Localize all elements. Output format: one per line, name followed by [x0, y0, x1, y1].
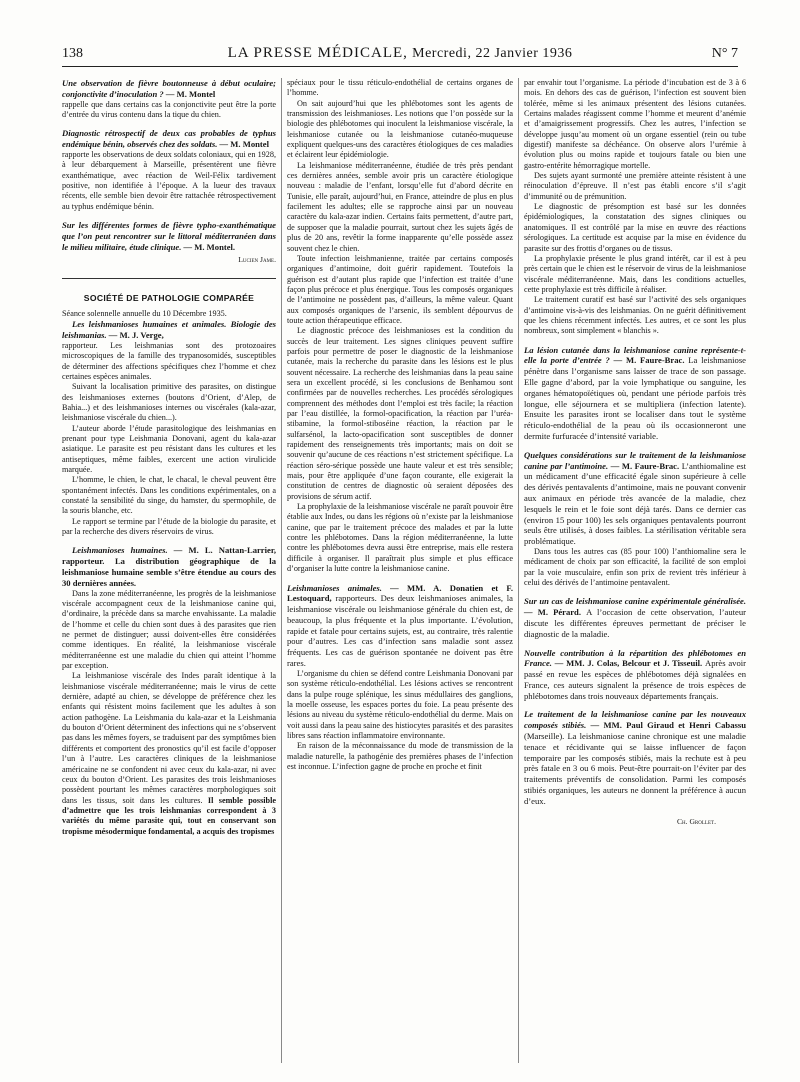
abstract-text: rappelle que dans certains cas la conjonctivite peut être la porte d’entrée du virus contenu dans la tique du chien. — [62, 99, 276, 119]
signature: Ch. Grollet. — [676, 816, 716, 826]
abstract-title: La lésion cutanée dans la leishmaniose canine représente-t-elle la porte d’entrée ? — M. Faure-Brac. La leishmaniose pénètre dans l’organisme sans laisser de trace de son passage. Elle gagne d’abord, par la voie lymphatique ou sanguine, les organes hématopoïétiques où, pendant une période parfois très longue, elle séjournera et se multipliera (infection latente). Ensuite les parasites iront se localiser dans tout le système réticulo-endothélial de la peau où ils occasionneront une dermite furfuracée d’intensité variable. — [524, 344, 747, 441]
paragraph: En raison de la méconnaissance du mode de transmission de la maladie naturelle, la pathogénie des premières phases de l’infection est inconnue. L’infection gagne de proche en proche et finit — [287, 741, 513, 771]
paragraph: Suivant la localisation primitive des parasites, on distingue des leishmanioses externes (boutons d’Orient, d’Alep, de Bahia...) et des leishmanioses internes ou viscérales (kala-azar, leishmaniose viscérale du chien...). — [62, 382, 276, 423]
paragraph: Toute infection leishmanienne, traitée par certains composés organiques d’antimoine, doit guérir rapidement. Toutefois la guérison est d’autant plus rapide que l’infection est traitée d’une façon plus précoce et plus énergique. Tous les composés organiques de l’antimoine ne possèdent pas, d’ailleurs, la même valeur. Quant aux composés organiques de l’arsenic, ils semblent dépourvus de toute action thérapeutique efficace. — [287, 253, 513, 325]
paragraph: Le diagnostic de présomption est basé sur les données épidémiologiques, la constatation des signes cliniques ou anatomiques. Il est contrôlé par la mise en œuvre des réactions sérologiques. La certitude est acquise par la mise en évidence du parasite sur des frottis d’organes ou de tissus. — [524, 202, 746, 253]
abstract-title: Le traitement de la leishmaniose canine par les nouveaux composés stibiés. — MM. Paul Giraud et Henri Cabassu (Marseille). La leishmaniose canine chronique est une maladie tenace et récidivante qui se laisse influencer de façon temporaire par les composés stibiés, mais la rechute est à peu près fatale en 3 ou 6 mois. Peut-être pourrait-on l’éviter par des traitements préventifs de consolidation. Parmi les composés stibiés organiques, les auteurs ne donnent la préférence à aucun d’eux. — [524, 709, 746, 806]
abstract-title: Quelques considérations sur le traitement de la leishmaniose canine par l’antimoine. — M. Faure-Brac. L’anthiomaline est un médicament d’une efficacité égale sinon supérieure à celle des dérivés pentavalents d’antimoine, mais ne pouvant convenir aux animaux en période très avancée de la maladie, chez lesquels le rein et le foie sont déjà tarés. Dans ce dernier cas (environ 15 pour 100) les sels organiques pentavalents pourront seuls être utilisés, à doses faibles. La stérilisation véritable sera problématique. — [524, 449, 747, 547]
session-line: Séance solennelle annuelle du 10 Décembre 1935. — [62, 309, 227, 319]
section-heading: SOCIÉTÉ DE PATHOLOGIE COMPARÉE — [62, 278, 276, 303]
abstract-title: Une observation de fièvre boutonneuse à début oculaire; conjonctivite d’inoculation ? — M. Montel — [62, 78, 276, 99]
paragraph: L’organisme du chien se défend contre Leishmania Donovani par son système réticulo-endothélial. Les lésions actives se rencontrent dans la pulpe rouge splénique, les sinus médullaires des ganglions, la moelle osseuse, les espaces portes du foie. La peau présente des lésions au niveau du système réticulo-endothélial du derme. Mais on voit aussi dans la peau saine des histiocytes parasités et des parasites libres sans réaction inflammatoire environnante. — [287, 668, 513, 740]
paragraph: On sait aujourd’hui que les phlébotomes sont les agents de transmission des leishmanioses. Les notions que l’on possède sur la biologie des phlébotomes qui inoculent la leishmaniose viscérale, la leishmaniose cutanée ou la leishmaniose cutanéo-muqueuse expliquent quelques-uns des caractères étiologiques de ces maladies et éclairent leur épidémiologie. — [287, 98, 513, 160]
paragraph: La leishmaniose viscérale des Indes paraît identique à la leishmaniose viscérale méditerranéenne; mais le virus de cette dernière, adapté au chien, se développe de préférence chez les enfants qui résistent moins facilement que les adultes à son action pathogène. La Leishmania du kala-azar et la Leishmania du bouton d’Orient déterminent des infections qui ne s’observent pas dans les mêmes foyers, se traduisent par des symptômes bien différents et comportent des pronostics qu’il est facile d’opposer l’un à l’autre. Les caractères cliniques de la leishmaniose américaine ne se confondent ni avec ceux du kala-azar, ni avec ceux du bouton d’Orient. Les parasites des trois leishmanioses possèdent pourtant les mêmes caractères morphologiques soit dans les tissus, soit dans les cultures. Il semble possible d’admettre que les trois leishmanias correspondent à 3 variétés du même parasite qui, tout en conservant son tropisme mésodermique fondamental, a acquis des tropismes — [62, 671, 277, 836]
paragraph: Dans la zone méditerranéenne, les progrès de la leishmaniose viscérale accompagnent ceux de la leishmaniose canine qui, d’ordinaire, la précède dans sa marche envahissante. La maladie de l’homme et celle du chien sont dues à des parasites que rien ne permet de distinguer; aussi doivent-elles être considérées comme identiques. En réalité, la leishmaniose viscérale méditerranéenne est une maladie du chien qui atteint l’homme par exception. — [62, 588, 276, 671]
column-3 — [524, 78, 746, 827]
paragraph: L’homme, le chien, le chat, le chacal, le cheval peuvent être spontanément infectés. Dans les conditions expérimentales, on a constaté la sensibilité du singe, du hamster, du spermophile, de la souris blanche, etc. — [62, 475, 276, 516]
abstract-title: Les leishmanioses humaines et animales. Biologie des leishmanias. — M. J. Verge, — [62, 319, 276, 341]
column-rule — [281, 78, 282, 1063]
paragraph: La leishmaniose méditerranéenne, étudiée de très près pendant ces dernières années, semble avoir pris un caractère étiologique nouveau : maladie de l’enfant, lorsqu’elle fut d’abord décrite en Tunisie, elle paraît, aujourd’hui, en France, atteindre de plus en plus facilement les adultes; elle se rapproche ainsi par un nouveau caractère du kala-azar indien. Certains faits permettent, d’autre part, de supposer que la maladie pourrait, surtout chez les sujets âgés de plus de 20 ans, revêtir la forme inapparente qu’elle possède assez souvent chez le chien. — [287, 160, 513, 253]
column-rule — [518, 78, 519, 1063]
paragraph: L’auteur aborde l’étude parasitologique des leishmanias en prenant pour type Leishmania Donovani, agent du kala-azar asiatique. Le parasite est peu résistant dans les cultures et les antiseptiques, même faibles, exercent une action virulicide marquée. — [62, 423, 276, 475]
paragraph: Des sujets ayant surmonté une première atteinte résistent à une réinoculation d’épreuve. Il n’est pas établi encore s’il s’agit d’immunité ou de prémunition. — [524, 171, 746, 201]
column-1 — [62, 78, 276, 837]
paragraph: par envahir tout l’organisme. La période d’incubation est de 3 à 6 mois. En dehors des cas de guérison, l’infection est souvent bien tolérée, même si les animaux présentent des lésions cutanées. Certains malades réagissent comme l’homme et meurent d’anémie et d’amaigrissement progressifs. Chez les autres, l’infection se développe jusqu’au moment où un organe essentiel (rein ou tube digestif) manifeste sa déchéance. On observe alors l’urémie à évolution plus ou moins rapide et toujours fatale ou bien une gastro-entérite hémorragique mortelle. — [524, 78, 746, 170]
abstract-title: Sur un cas de leishmaniose canine expérimentale généralisée. — M. Pérard. A l’occasion de cette observation, l’auteur discute les différentes épreuves permettant de préciser le diagnostic de la maladie. — [524, 596, 746, 639]
abstract-title: Diagnostic rétrospectif de deux cas probables de typhus endémique bénin, observés chez des soldats. — M. Montel — [62, 128, 276, 150]
abstract-title: Leishmanioses animales. — MM. A. Donatien et F. Lestoquard, rapporteurs. Des deux leishmanioses animales, la leishmaniose viscérale ou leishmaniose générale du chien est, de beaucoup, la plus fréquente et la plus importante. L’évolution, rapide et fatale pour certains sujets, est, au contraire, très ralentie pour d’autres. Les cas d’infection sans maladie sont assez fréquents. Les cas de guérison spontanée ne doivent pas être rares. — [287, 582, 513, 669]
abstract-title: Nouvelle contribution à la répartition des phlébotomes en France. — MM. J. Colas, Belcour et J. Tisseuil. Après avoir passé en revue les espèces de phlébotomes déjà signalées en France, ces auteurs signalent la présence de trois espèces de phlébotomes dans trois nouveaux départements français. — [524, 647, 747, 701]
paragraph: Le traitement curatif est basé sur l’activité des sels organiques d’antimoine vis-à-vis des leishmanias. On ne guérit définitivement que les chiens récemment infectés. Les autres, et ce sont les plus nombreux, sont simplement « blanchis ». — [524, 295, 746, 336]
paragraph: Le diagnostic précoce des leishmanioses est la condition du succès de leur traitement. Les signes cliniques peuvent suffire parfois pour permettre de poser le diagnostic de la leishmaniose cutanée, mais la recherche du parasite dans les lésions est le plus souvent nécessaire. La recherche des leishmanias dans la peau saine sera un excellent procédé, si les conclusions de Benhamou sont confirmées par de nouvelles recherches. Les procédés sérologiques comprennent des méthodes dont l’emploi est très facile; la réaction par l’eau distillée, la formol-opacification, la réaction par l’uréa-stibamine, la formol-stiboséine réaction, la réaction par le sulfarsénol, la lacto-opacification sont susceptibles de donner rapidement des renseignements très importants; mais on doit se souvenir qu’aucune de ces réactions n’est strictement spécifique. La réaction séro-sérique possède une haute valeur et est très sensible; mais, pour être appliquée d’une façon courante, elle exigerait la constitution de centres de diagnostic où seraient déposées des provisions de sérum actif. — [287, 326, 513, 501]
running-title — [62, 45, 738, 62]
column-2 — [287, 78, 513, 772]
abstract-title: Leishmanioses humaines. — M. L. Nattan-Larrier, rapporteur. La distribution géographique de la leishmaniose humaine semble s’être étendue au cours des 30 dernières années. — [62, 545, 276, 588]
paragraph: La prophylaxie de la leishmaniose viscérale ne paraît pouvoir être établie aux Indes, ou dans les régions où n’existe par la leishmaniose canine, que par le traitement précoce des malades et par la lutte contre les phlébotomes. Dans la région méditerranéenne, la lutte contre les phlébotomes devra aussi être entreprise, mais elle restera difficile à organiser. Il paraîtrait plus simple et plus efficace d’organiser la lutte contre la leishmaniose canine. — [287, 502, 513, 574]
abstract-title: Sur les différentes formes de fièvre typho-exanthématique que l’on peut rencontrer sur le littoral méditerranéen dans le milieu militaire, étude clinique. — M. Montel. — [62, 219, 276, 252]
page-header — [62, 46, 738, 67]
abstract-text: rapporteur. Les leishmanias sont des protozoaires microscopiques de la famille des trypanosomidés, susceptibles de déterminer des affections spécifiques chez l’homme et chez certaines espèces animales. — [62, 340, 276, 381]
paragraph: Dans tous les autres cas (85 pour 100) l’anthiomaline sera le médicament de choix par son efficacité, la facilité de son emploi par la voie musculaire, enfin son prix de revient très inférieur à celui des dérivés de l’antimoine pentavalent. — [524, 546, 746, 587]
journal-name: LA PRESSE MÉDICALE, — [227, 45, 408, 61]
page-number: 138 — [62, 46, 83, 61]
issue-date: Mercredi, 22 Janvier 1936 — [412, 46, 573, 61]
paragraph: La prophylaxie présente le plus grand intérêt, car il est à peu près certain que le chien est le réservoir de virus de la leishmaniose viscérale méditerranéenne. Mais, dans les conditions actuelles, cette prophylaxie est très difficile à réaliser. — [524, 253, 746, 294]
paragraph: Le rapport se termine par l’étude de la biologie du parasite, et par la recherche des divers réservoirs de virus. — [62, 516, 276, 537]
signature: Lucien Jame. — [238, 255, 276, 265]
issue-number: N° 7 — [711, 46, 738, 61]
paragraph: spéciaux pour le tissu réticulo-endothélial de certains organes de l’homme. — [287, 78, 513, 98]
abstract-text: rapporte les observations de deux soldats coloniaux, qui en 1928, à leur débarquement à Marseille, présentèrent une fièvre exanthématique, avec réaction de Weil-Félix tardivement positive, non identifiée à l’époque. A la lueur des travaux récents, elle semble bien devoir être rattachée rétrospectivement au typhus endémique bénin. — [62, 149, 276, 211]
